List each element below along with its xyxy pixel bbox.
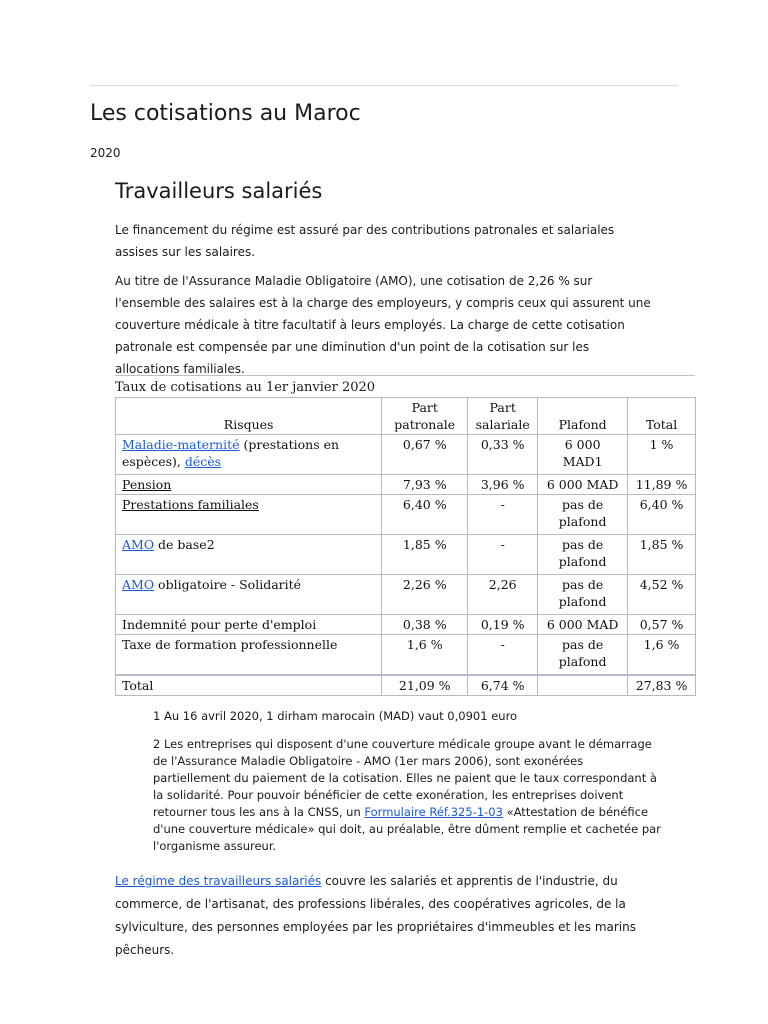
total-cell: 27,83 % [628,675,696,696]
patronale-cell: 0,38 % [382,615,468,635]
patronale-cell: 1,85 % [382,535,468,575]
total-cell: 1 % [628,435,696,475]
plafond-cell: pas de plafond [538,535,628,575]
risk-cell: Indemnité pour perte d'emploi [116,615,382,635]
page-title: Les cotisations au Maroc [90,101,361,126]
total-cell: 0,57 % [628,615,696,635]
salariale-cell: 0,33 % [468,435,538,475]
total-cell: 11,89 % [628,475,696,495]
table-header-row [116,398,696,435]
section-title: Travailleurs salariés [115,179,323,203]
total-cell: 6,40 % [628,495,696,535]
total-cell: 1,85 % [628,535,696,575]
patronale-cell: 1,6 % [382,635,468,675]
amo-link[interactable]: AMO [122,577,155,592]
plafond-cell: pas de plafond [538,575,628,615]
table-row [116,475,696,495]
patronale-cell: 0,67 % [382,435,468,475]
header-plafond: Plafond [538,398,628,435]
risk-text: obligatoire - Solidarité [154,577,302,592]
plafond-cell: 6 000 MAD [538,475,628,495]
patronale-cell: 21,09 % [382,675,468,696]
page-year: 2020 [90,146,121,160]
total-cell: 4,52 % [628,575,696,615]
pension-label: Pension [122,477,172,492]
total-cell: 1,6 % [628,635,696,675]
patronale-cell: 2,26 % [382,575,468,615]
regime-salaries-link[interactable]: Le régime des travailleurs salariés [115,874,322,888]
risk-cell [116,435,382,475]
footnote-2 [153,736,663,855]
salariale-cell: - [468,495,538,535]
header-part-salariale: Part salariale [468,398,538,435]
table-row [116,635,696,675]
table-caption: Taux de cotisations au 1er janvier 2020 [115,380,376,395]
risk-cell [116,575,382,615]
risk-text: de base2 [154,537,215,552]
plafond-cell: 6 000 MAD [538,615,628,635]
salariale-cell: 3,96 % [468,475,538,495]
footnote-1: 1 Au 16 avril 2020, 1 dirham marocain (MAD) vaut 0,0901 euro [153,709,518,723]
plafond-cell: pas de plafond [538,495,628,535]
patronale-cell: 7,93 % [382,475,468,495]
risk-cell: Taxe de formation professionnelle [116,635,382,675]
table-divider [115,375,695,376]
risk-cell [116,475,382,495]
table-row [116,495,696,535]
table-total-row [116,675,696,696]
intro-paragraph: Le financement du régime est assuré par des contributions patronales et salariales assises sur les salaires. [115,223,615,259]
table-row [116,615,696,635]
header-total: Total [628,398,696,435]
plafond-cell: pas de plafond [538,635,628,675]
patronale-cell: 6,40 % [382,495,468,535]
table-row [116,435,696,475]
top-divider [90,85,678,86]
salariale-cell: - [468,635,538,675]
regime-paragraph [115,870,655,962]
maladie-maternite-link[interactable]: Maladie-maternité [122,437,240,452]
plafond-cell: 6 000 MAD1 [538,435,628,475]
prestations-familiales-label: Prestations familiales [122,497,259,512]
footnote-2-text-end: «Attestation de bénéfice d'une couverture médicale» qui doit, au préalable, être dûment remplie et cachetée par l'organisme assureur. [153,805,661,853]
salariale-cell: 6,74 % [468,675,538,696]
header-risques: Risques [116,398,382,435]
footnote-2-text: 2 Les entreprises qui disposent d'une couverture médicale groupe avant le démarrage de l'Assurance Maladie Obligatoire - AMO (1er mars 2006), sont exonérées partiellement du paiement de la cotisation. Elles ne paient que le taux correspondant à la solidarité. Pour pouvoir bénéficier de cette exonération, les entreprises doivent retourner tous les ans à la CNSS, un [153,737,657,819]
risk-text: (prestations en espèces), [122,437,340,469]
risk-cell [116,535,382,575]
contribution-rates-table [115,397,696,696]
formulaire-link[interactable]: Formulaire Réf.325-1-03 [364,805,503,819]
salariale-cell: 0,19 % [468,615,538,635]
salariale-cell: - [468,535,538,575]
deces-link[interactable]: décès [184,454,222,469]
risk-cell [116,495,382,535]
amo-link[interactable]: AMO [122,537,155,552]
plafond-cell [538,675,628,696]
regime-paragraph-text: couvre les salariés et apprentis de l'industrie, du commerce, de l'artisanat, des professions libérales, des coopératives agricoles, de la sylviculture, des personnes employées par les propriétaires d'immeubles et les marins pêcheurs. [115,874,636,957]
amo-paragraph: Au titre de l'Assurance Maladie Obligatoire (AMO), une cotisation de 2,26 % sur l'ensemble des salaires est à la charge des employeurs, y compris ceux qui assurent une couverture médicale à titre facultatif à leurs employés. La charge de cette cotisation patronale est compensée par une diminution d'un point de la cotisation sur les allocations familiales. [115,274,651,376]
table-row [116,535,696,575]
header-part-patronale: Part patronale [382,398,468,435]
table-row [116,575,696,615]
salariale-cell: 2,26 [468,575,538,615]
risk-cell: Total [116,675,382,696]
